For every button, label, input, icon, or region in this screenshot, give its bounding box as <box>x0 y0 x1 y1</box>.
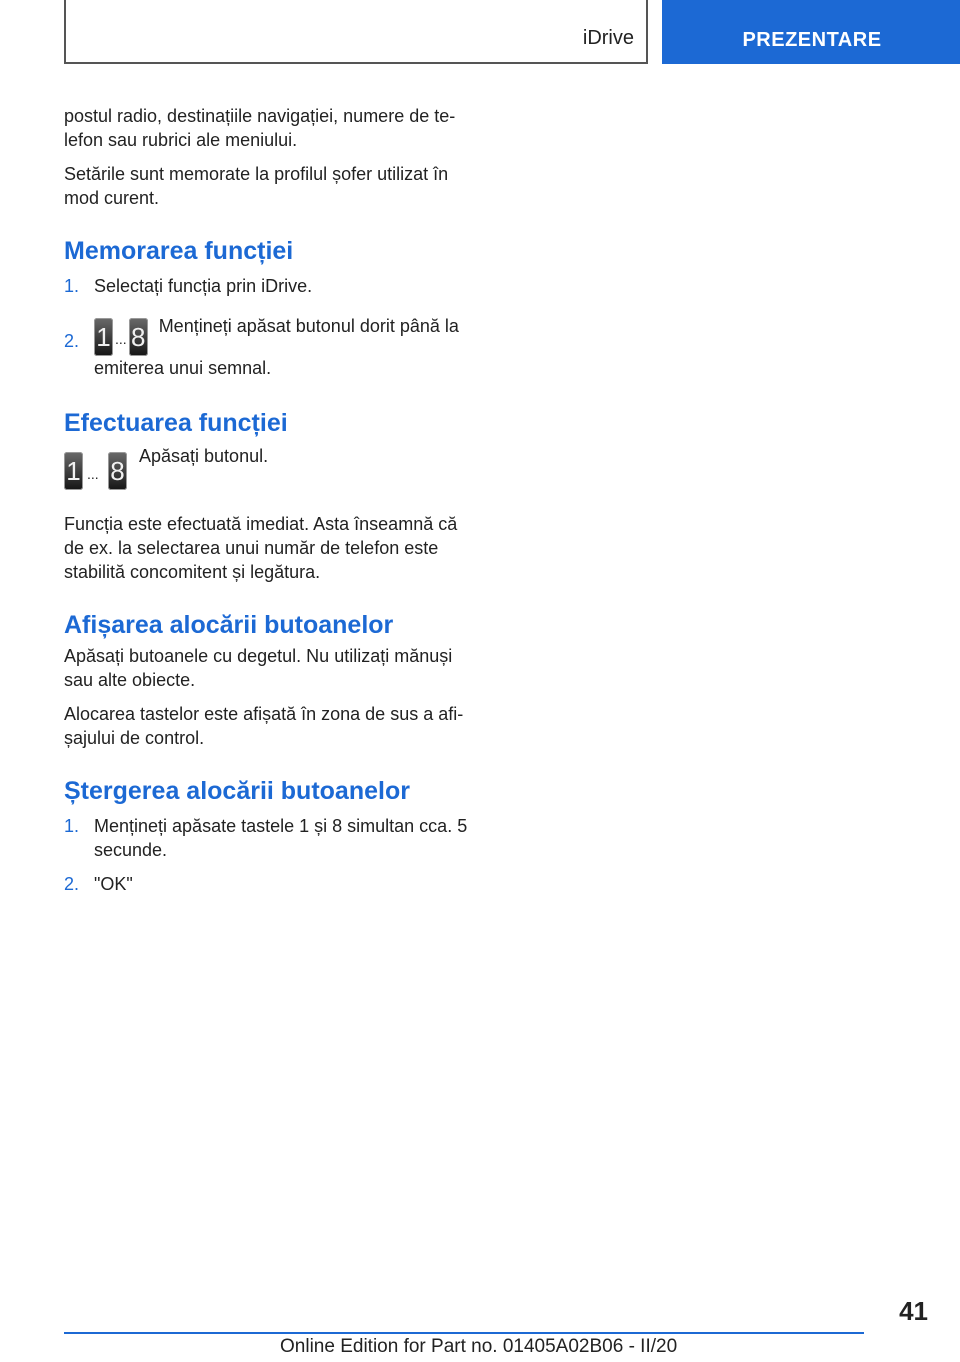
ellipsis: ... <box>115 331 127 347</box>
content-column <box>64 104 484 896</box>
heading-efectuare: Efectuarea funcției <box>64 409 288 437</box>
header-section-box <box>64 0 648 64</box>
intro-paragraph-2: Setările sunt memorate la profilul șofer utilizat în mod curent. <box>64 164 449 208</box>
list-item <box>64 274 484 298</box>
preset-keys-row <box>64 446 484 492</box>
step-text: Selectați funcția prin iDrive. <box>94 276 313 296</box>
step-number: 1. <box>64 276 80 296</box>
intro-paragraph-1: postul radio, destinațiile navigației, numere de te‐lefon sau rubrici ale meniului. <box>64 106 456 150</box>
efectuare-paragraph: Funcția este efectuată imediat. Asta înseamnă că de ex. la selectarea unui număr de telefon este stabilită concomitent și legătura. <box>64 514 458 582</box>
footer-divider <box>64 1332 864 1334</box>
steps-memorare <box>64 274 484 380</box>
list-item <box>64 314 484 380</box>
afisare-paragraph-1: Apăsați butoanele cu degetul. Nu utilizați mănuși sau alte obiecte. <box>64 646 453 690</box>
header-section-label: iDrive <box>582 27 634 49</box>
step-number: 2. <box>64 331 80 351</box>
step-text: Mențineți apăsate tastele 1 și 8 simultan cca. 5 secunde. <box>94 816 468 860</box>
heading-memorare: Memorarea funcției <box>64 237 294 265</box>
heading-stergere: Ștergerea alocării butoanelor <box>64 777 410 805</box>
step-number: 1. <box>64 816 80 836</box>
page-number: 41 <box>899 1296 928 1326</box>
heading-afisare: Afișarea alocării butoanelor <box>64 611 394 639</box>
step-text: Mențineți apăsat butonul dorit până la emiterea unui semnal. <box>94 316 459 378</box>
preset-key-8-icon: 8 <box>129 318 148 356</box>
ellipsis: ... <box>87 466 99 482</box>
list-item <box>64 872 484 896</box>
step-number: 2. <box>64 874 80 894</box>
step-text: "OK" <box>94 874 133 894</box>
footer-edition: Online Edition for Part no. 01405A02B06 - II/20 <box>280 1336 678 1357</box>
preset-key-1-icon: 1 <box>94 318 113 356</box>
preset-key-1-icon: 1 <box>64 452 83 490</box>
header-chapter-tab <box>662 0 960 64</box>
steps-stergere <box>64 814 484 896</box>
header-chapter-label: PREZENTARE <box>742 29 882 51</box>
preset-key-8-icon: 8 <box>108 452 127 490</box>
list-item <box>64 814 484 862</box>
afisare-paragraph-2: Alocarea tastelor este afișată în zona de sus a afi‐șajului de control. <box>64 704 464 748</box>
press-button-text: Apăsați butonul. <box>139 446 269 466</box>
